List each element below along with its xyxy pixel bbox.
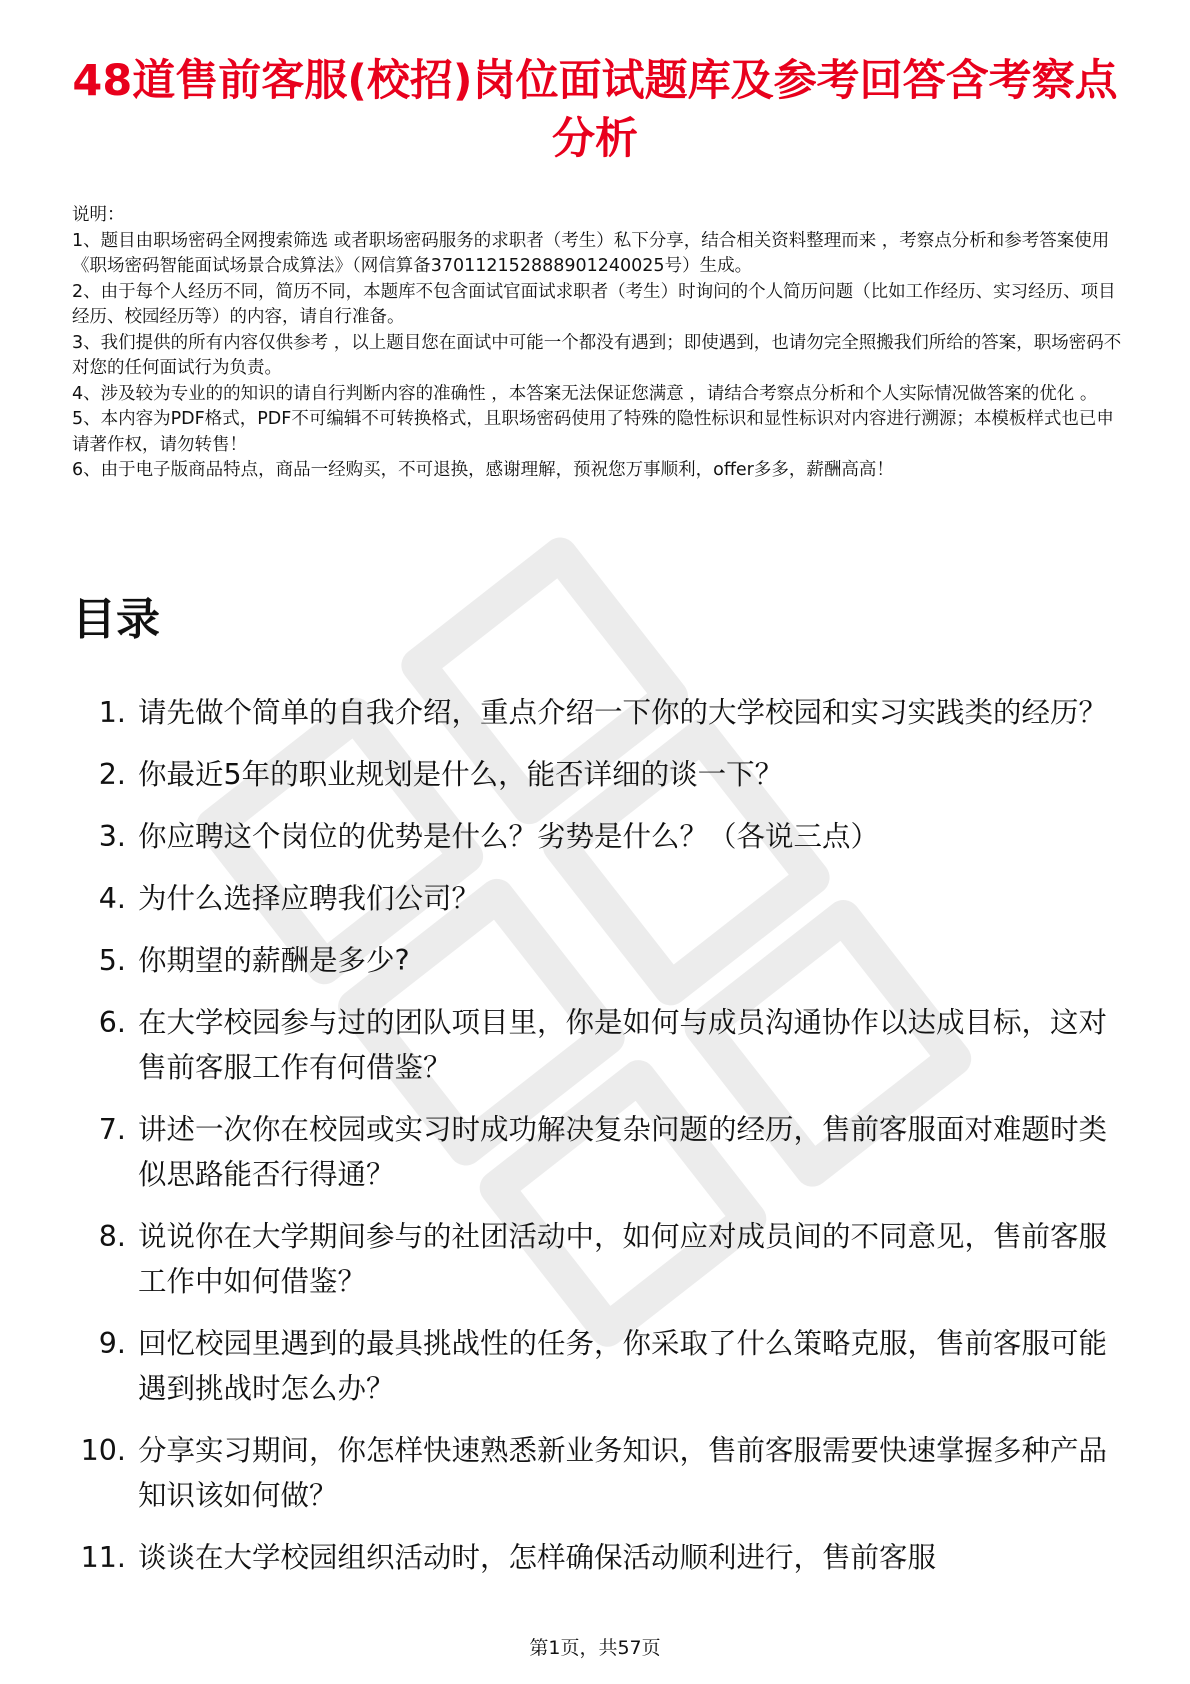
toc-item[interactable] <box>72 1214 1122 1304</box>
toc-item[interactable] <box>72 1428 1122 1518</box>
toc-item[interactable] <box>72 1107 1122 1197</box>
toc-item-number: 7. <box>98 1113 126 1146</box>
document-title: 48道售前客服(校招)岗位面试题库及参考回答含考察点分析 <box>72 56 1118 164</box>
toc-item-number: 8. <box>98 1220 126 1253</box>
toc-item-number: 3. <box>98 820 126 853</box>
note-item: 1、题目由职场密码全网搜索筛选 或者职场密码服务的求职者（考生）私下分享，结合相关资料整理而来 ，考察点分析和参考答案使用《职场密码智能面试场景合成算法》（网信算备370112152888901240025号）生成。 <box>72 230 1110 276</box>
toc-item-number: 1. <box>98 696 126 729</box>
toc-item-text: 讲述一次你在校园或实习时成功解决复杂问题的经历，售前客服面对难题时类似思路能否行得通？ <box>138 1113 1108 1191</box>
toc-item[interactable] <box>72 1000 1122 1090</box>
toc-item-text: 为什么选择应聘我们公司？ <box>138 882 481 915</box>
toc-item[interactable] <box>72 690 1122 735</box>
toc-item-text: 谈谈在大学校园组织活动时，怎样确保活动顺利进行，售前客服 <box>138 1541 937 1574</box>
toc-item-number: 5. <box>98 944 126 977</box>
note-item: 6、由于电子版商品特点，商品一经购买，不可退换，感谢理解，预祝您万事顺利，offer多多，薪酬高高！ <box>72 460 894 480</box>
page-footer: 第1页，共57页 <box>529 1637 661 1659</box>
notes-heading: 说明： <box>72 205 125 225</box>
toc-item[interactable] <box>72 814 1122 859</box>
toc-item-number: 11. <box>80 1541 126 1574</box>
toc-item-number: 4. <box>98 882 126 915</box>
note-item: 4、涉及较为专业的的知识的请自行判断内容的准确性 ，本答案无法保证您满意 ，请结合考察点分析和个人实际情况做答案的优化 。 <box>72 383 1098 404</box>
note-item: 3、我们提供的所有内容仅供参考 ，以上题目您在面试中可能一个都没有遇到；即使遇到，也请勿完全照搬我们所给的答案，职场密码不对您的任何面试行为负责。 <box>72 332 1122 378</box>
toc-item-text: 分享实习期间，你怎样快速熟悉新业务知识，售前客服需要快速掌握多种产品知识该如何做？ <box>138 1434 1108 1512</box>
toc-item[interactable] <box>72 752 1122 797</box>
toc-item[interactable] <box>72 1535 1122 1580</box>
toc-item-text: 你期望的薪酬是多少? <box>138 944 410 977</box>
toc-item-text: 说说你在大学期间参与的社团活动中，如何应对成员间的不同意见，售前客服工作中如何借鉴？ <box>138 1220 1108 1298</box>
disclaimer-notes <box>72 203 1122 484</box>
note-item: 5、本内容为PDF格式，PDF不可编辑不可转换格式，且职场密码使用了特殊的隐性标识和显性标识对内容进行溯源；本模板样式也已申请著作权，请勿转售！ <box>72 409 1114 455</box>
toc-item-text: 回忆校园里遇到的最具挑战性的任务，你采取了什么策略克服，售前客服可能遇到挑战时怎么办？ <box>138 1327 1108 1405</box>
toc-item-number: 6. <box>98 1006 126 1039</box>
toc-item-text: 在大学校园参与过的团队项目里，你是如何与成员沟通协作以达成目标，这对售前客服工作有何借鉴？ <box>138 1006 1108 1084</box>
toc-item-text: 你应聘这个岗位的优势是什么？劣势是什么？（各说三点） <box>138 820 880 853</box>
toc-item-number: 9. <box>98 1327 126 1360</box>
toc-item[interactable] <box>72 876 1122 921</box>
note-item: 2、由于每个人经历不同，简历不同，本题库不包含面试官面试求职者（考生）时询问的个人简历问题（比如工作经历、实习经历、项目经历、校园经历等）的内容，请自行准备。 <box>72 281 1116 327</box>
toc-item-number: 10. <box>80 1434 126 1467</box>
toc-item[interactable] <box>72 1321 1122 1411</box>
toc-item-text: 请先做个简单的自我介绍，重点介绍一下你的大学校园和实习实践类的经历？ <box>138 696 1108 729</box>
toc-list <box>72 690 1122 1597</box>
toc-heading: 目录 <box>72 594 160 645</box>
toc-item-text: 你最近5年的职业规划是什么，能否详细的谈一下？ <box>138 758 784 791</box>
toc-item[interactable] <box>72 938 1122 983</box>
toc-item-number: 2. <box>98 758 126 791</box>
